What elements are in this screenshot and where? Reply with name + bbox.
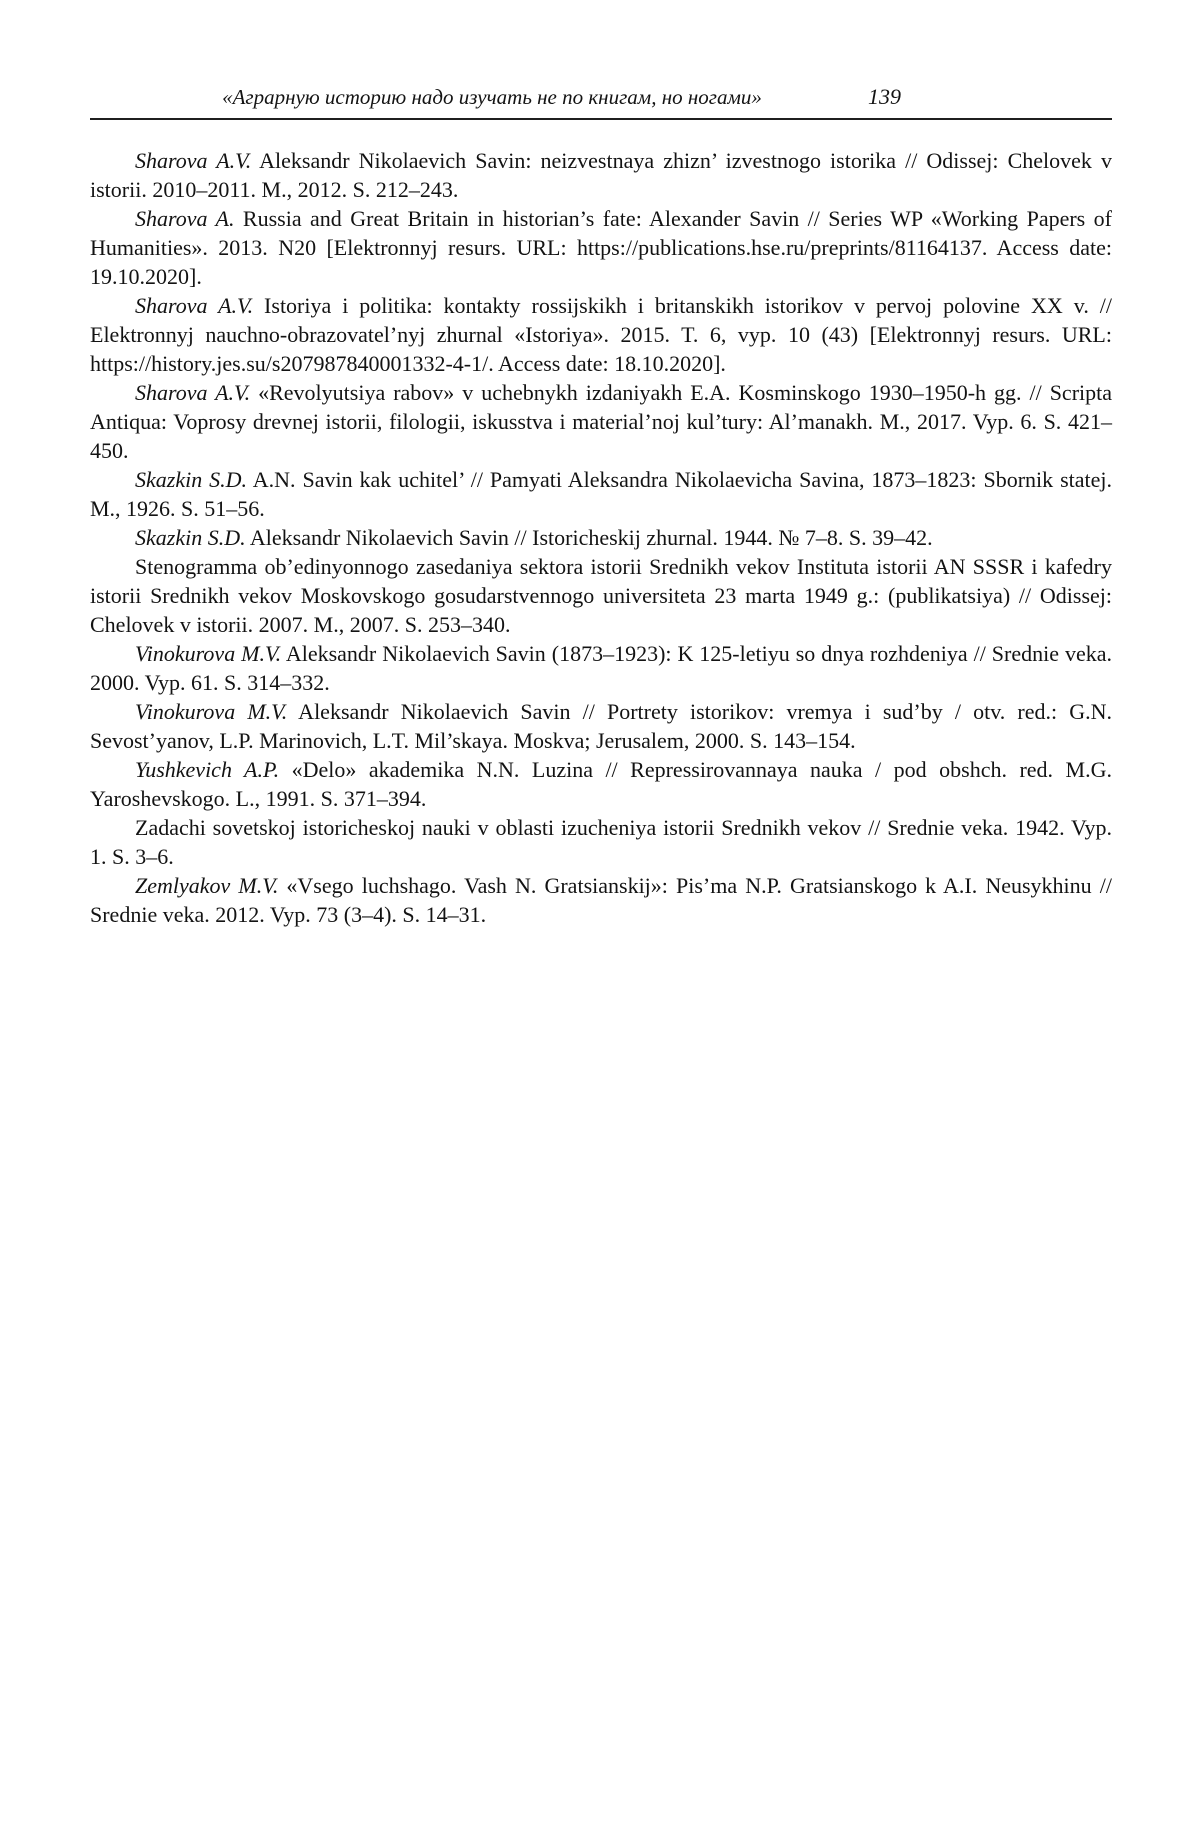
entry-author: Sharova A.V. xyxy=(135,148,252,173)
entry-text: «Delo» akademika N.N. Luzina // Repressirovannaya nauka / pod obshch. red. M.G. Yaroshevskogo. L., 1991. S. 371–394. xyxy=(90,757,1112,811)
bibliography-entry xyxy=(90,204,1112,291)
entry-text: «Revolyutsiya rabov» v uchebnykh izdaniyakh E.A. Kosminskogo 1930–1950-h gg. // Scripta Antiqua: Voprosy drevnej istorii, filologii, iskusstva i material’noj kul’tury: Al’manakh. M., 2017. Vyp. 6. S. 421–450. xyxy=(90,380,1113,463)
entry-author: Vinokurova M.V. xyxy=(135,641,282,666)
entry-text: «Vsego luchshago. Vash N. Gratsianskij»: Pis’ma N.P. Gratsianskogo k A.I. Neusykhinu // Srednie veka. 2012. Vyp. 73 (3–4). S. 14–31. xyxy=(90,873,1112,927)
bibliography-entry xyxy=(90,291,1112,378)
entry-text: Russia and Great Britain in historian’s fate: Alexander Savin // Series WP «Working Papers of Humanities». 2013. N20 [Elektronnyj resurs. URL: https://publications.hse.ru/preprints/81164137. Access date: 19.10.2020]. xyxy=(90,206,1112,289)
entry-author: Zemlyakov M.V. xyxy=(135,873,279,898)
bibliography-entry xyxy=(90,697,1112,755)
entry-author: Yushkevich A.P. xyxy=(135,757,280,782)
bibliography-entry xyxy=(90,523,1112,552)
bibliography-entry xyxy=(90,755,1112,813)
page-number: 139 xyxy=(868,84,901,109)
entry-text: Aleksandr Nikolaevich Savin // Portrety istorikov: vremya i sud’by / otv. red.: G.N. Sevost’yanov, L.P. Marinovich, L.T. Mil’skaya. Moskva; Jerusalem, 2000. S. 143–154. xyxy=(90,699,1113,753)
entry-text: Zadachi sovetskoj istoricheskoj nauki v oblasti izucheniya istorii Srednikh vekov // Srednie veka. 1942. Vyp. 1. S. 3–6. xyxy=(90,815,1112,869)
entry-author: Sharova A.V. xyxy=(135,380,251,405)
entry-text: Aleksandr Nikolaevich Savin // Istoricheskij zhurnal. 1944. № 7–8. S. 39–42. xyxy=(245,525,933,550)
entry-author: Skazkin S.D. xyxy=(135,467,248,492)
bibliography-entry xyxy=(90,378,1112,465)
entry-text: A.N. Savin kak uchitel’ // Pamyati Aleksandra Nikolaevicha Savina, 1873–1823: Sbornik statej. M., 1926. S. 51–56. xyxy=(90,467,1113,521)
running-header xyxy=(90,84,1112,112)
bibliography-entry xyxy=(90,146,1112,204)
bibliography-entry xyxy=(90,813,1112,871)
entry-author: Vinokurova M.V. xyxy=(135,699,288,724)
bibliography-entry xyxy=(90,871,1112,929)
header-rule xyxy=(90,118,1112,120)
bibliography-entry xyxy=(90,639,1112,697)
bibliography-entry xyxy=(90,552,1112,639)
entry-text: Istoriya i politika: kontakty rossijskikh i britanskikh istorikov v pervoj polovine XX v. // Elektronnyj nauchno-obrazovatel’nyj zhurnal «Istoriya». 2015. T. 6, vyp. 10 (43) [Elektronnyj resurs. URL: https://history.jes.su/s207987840001332-4-1/. Access date: 18.10.2020]. xyxy=(90,293,1112,376)
bibliography-list xyxy=(90,146,1112,929)
entry-text: Stenogramma ob’edinyonnogo zasedaniya sektora istorii Srednikh vekov Instituta istorii AN SSSR i kafedry istorii Srednikh vekov Moskovskogo gosudarstvennogo universiteta 23 marta 1949 g.: (publikatsiya) // Odissej: Chelovek v istorii. 2007. M., 2007. S. 253–340. xyxy=(90,554,1112,637)
entry-author: Skazkin S.D. xyxy=(135,525,246,550)
entry-text: Aleksandr Nikolaevich Savin: neizvestnaya zhizn’ izvestnogo istorika // Odissej: Chelovek v istorii. 2010–2011. M., 2012. S. 212–243. xyxy=(90,148,1112,202)
running-header-title: «Аграрную историю надо изучать не по книгам, но ногами» xyxy=(222,85,762,109)
entry-author: Sharova A. xyxy=(135,206,235,231)
bibliography-entry xyxy=(90,465,1112,523)
entry-text: Aleksandr Nikolaevich Savin (1873–1923): K 125-letiyu so dnya rozhdeniya // Srednie veka. 2000. Vyp. 61. S. 314–332. xyxy=(90,641,1112,695)
entry-author: Sharova A.V. xyxy=(135,293,254,318)
